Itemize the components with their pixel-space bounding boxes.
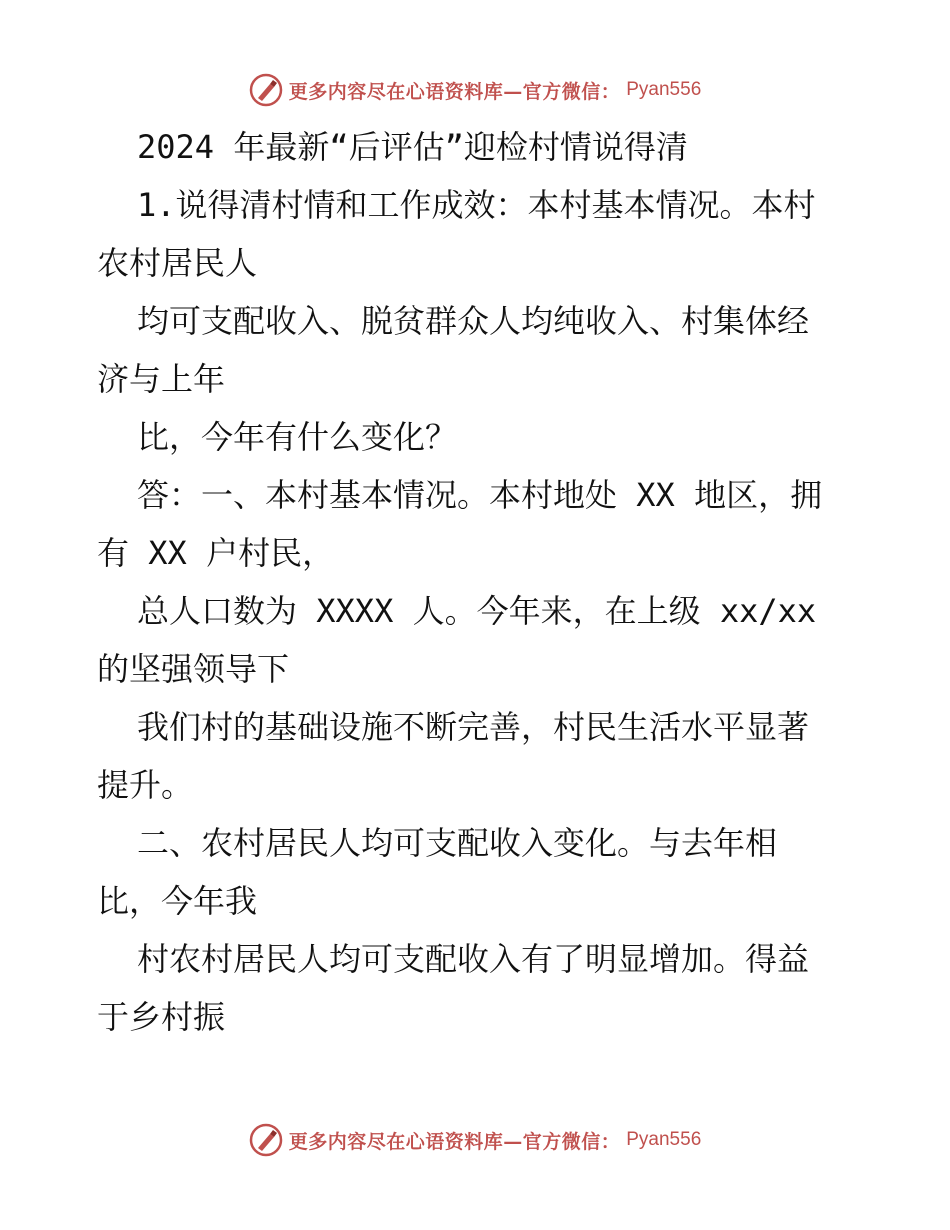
watermark-text: 更多内容尽在心语资料库—官方微信：	[288, 80, 621, 103]
watermark-wechat-id: Pyan556	[626, 79, 702, 100]
watermark-wechat-id: Pyan556	[626, 1129, 702, 1150]
text-line: 农村居民人	[97, 244, 258, 282]
text-line: 答：一、本村基本情况。本村地处 XX 地区，拥	[137, 476, 823, 514]
text-line: 村农村居民人均可支配收入有了明显增加。得益	[137, 940, 810, 978]
text-line: 比，今年我	[97, 882, 258, 920]
text-line: 比，今年有什么变化？	[137, 418, 458, 456]
document-body	[97, 118, 857, 1046]
text-line: 提升。	[97, 766, 194, 804]
text-line: 于乡村振	[97, 998, 226, 1036]
watermark-text: 更多内容尽在心语资料库—官方微信：	[288, 1130, 621, 1153]
text-line: 济与上年	[97, 360, 226, 398]
pen-logo-icon	[249, 73, 283, 107]
text-line: 二、农村居民人均可支配收入变化。与去年相	[137, 824, 778, 862]
text-line: 1.说得清村情和工作成效：本村基本情况。本村	[137, 186, 816, 224]
text-line: 我们村的基础设施不断完善，村民生活水平显著	[137, 708, 810, 746]
text-line: 的坚强领导下	[97, 650, 290, 688]
header-watermark	[0, 70, 950, 110]
document-title: 2024 年最新“后评估”迎检村情说得清	[137, 128, 688, 166]
footer-watermark	[0, 1120, 950, 1160]
text-line: 总人口数为 XXXX 人。今年来，在上级 xx/xx	[137, 592, 817, 630]
text-line: 有 XX 户村民，	[97, 534, 335, 572]
pen-logo-icon	[249, 1123, 283, 1157]
text-line: 均可支配收入、脱贫群众人均纯收入、村集体经	[137, 302, 810, 340]
